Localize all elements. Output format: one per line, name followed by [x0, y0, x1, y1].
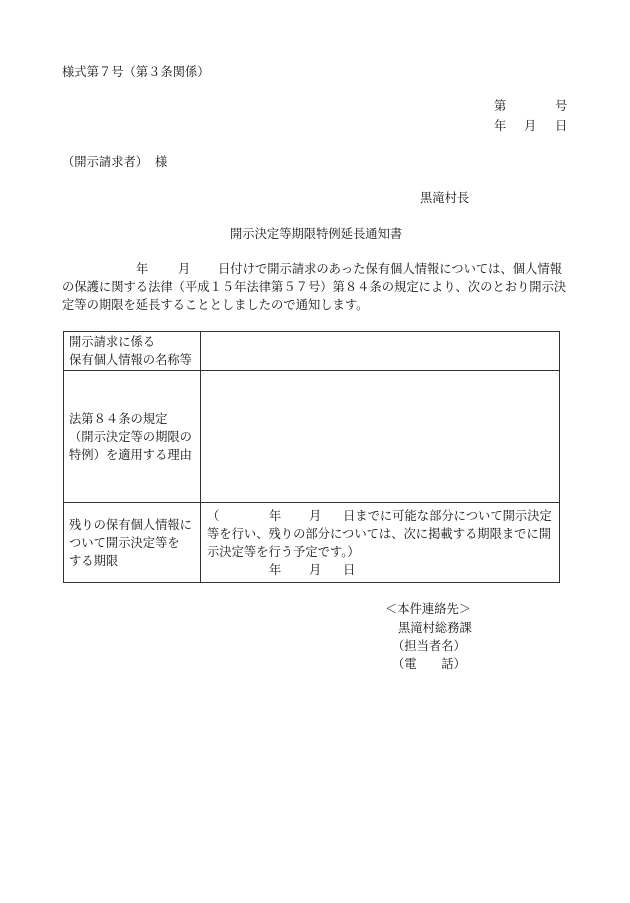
row3-deadline-day: 日: [343, 562, 356, 577]
issue-date-day: 日: [555, 119, 568, 133]
issue-date-month: 月: [524, 119, 537, 133]
row3-value-line4: [207, 561, 559, 579]
row3-label-cell: [64, 503, 201, 583]
table-row: [64, 503, 560, 583]
row3-label-line: ついて開示決定等を: [69, 535, 180, 550]
document-title: 開示決定等期限特例延長通知書: [230, 227, 403, 241]
contact-heading: ＜本件連絡先＞: [385, 602, 472, 616]
body-line1-month: 月: [178, 262, 191, 276]
row3-value-line1: [207, 507, 559, 525]
row3-value-cell: [201, 503, 560, 583]
form-number: 様式第７号（第３条関係）: [62, 65, 210, 79]
body-line3: 定等の期限を延長することとしましたので通知します。: [62, 298, 369, 312]
contact-department: 黒滝村総務課: [398, 621, 472, 635]
row3-value-open-paren: （: [207, 508, 220, 523]
row3-value-year: 年: [269, 508, 282, 523]
addressee-label: （開示請求者）: [62, 155, 149, 169]
row1-label-line: 開示請求に係る: [69, 335, 156, 349]
body-line1-year: 年: [136, 262, 149, 276]
row3-deadline-year: 年: [269, 562, 282, 577]
addressee-honorific: 様: [155, 155, 168, 169]
row3-value-text: 日までに可能な部分について開示決定: [343, 508, 552, 523]
row3-label-line: 残りの保有個人情報に: [69, 517, 192, 532]
row3-label-line: する期限: [69, 553, 119, 568]
form-table: [63, 331, 560, 583]
row2-value-cell: [201, 371, 560, 503]
document-number-prefix: 第: [494, 99, 507, 113]
row3-value-line3: 示決定等を行う予定です。）: [207, 544, 360, 559]
row1-label-cell: [64, 332, 201, 371]
row1-value-cell: [201, 332, 560, 371]
row3-value-month: 月: [309, 508, 322, 523]
row2-label-line: 法第８４条の規定: [69, 411, 168, 426]
row3-deadline-month: 月: [309, 562, 322, 577]
row1-label-line: 保有個人情報の名称等: [69, 353, 192, 367]
contact-person: （担当者名）: [392, 639, 466, 653]
table-row: [64, 332, 560, 371]
row3-value-line2: 等を行い、残りの部分については、次に掲載する期限までに開: [207, 526, 552, 541]
row2-label-line: 特例）を適用する理由: [69, 447, 192, 462]
document-number-suffix: 号: [555, 99, 568, 113]
sender: 黒滝村長: [420, 191, 470, 205]
row2-label-cell: [64, 371, 201, 503]
issue-date-year: 年: [494, 119, 507, 133]
body-line1-text: 日付けで開示請求のあった保有個人情報については、個人情報: [218, 262, 562, 276]
body-line2: の保護に関する法律（平成１５年法律第５７号）第８４条の規定により、次のとおり開示決: [62, 280, 567, 294]
table-row: [64, 371, 560, 503]
contact-phone: （電 話）: [392, 657, 466, 671]
row2-label-line: （開示決定等の期限の: [69, 429, 192, 444]
